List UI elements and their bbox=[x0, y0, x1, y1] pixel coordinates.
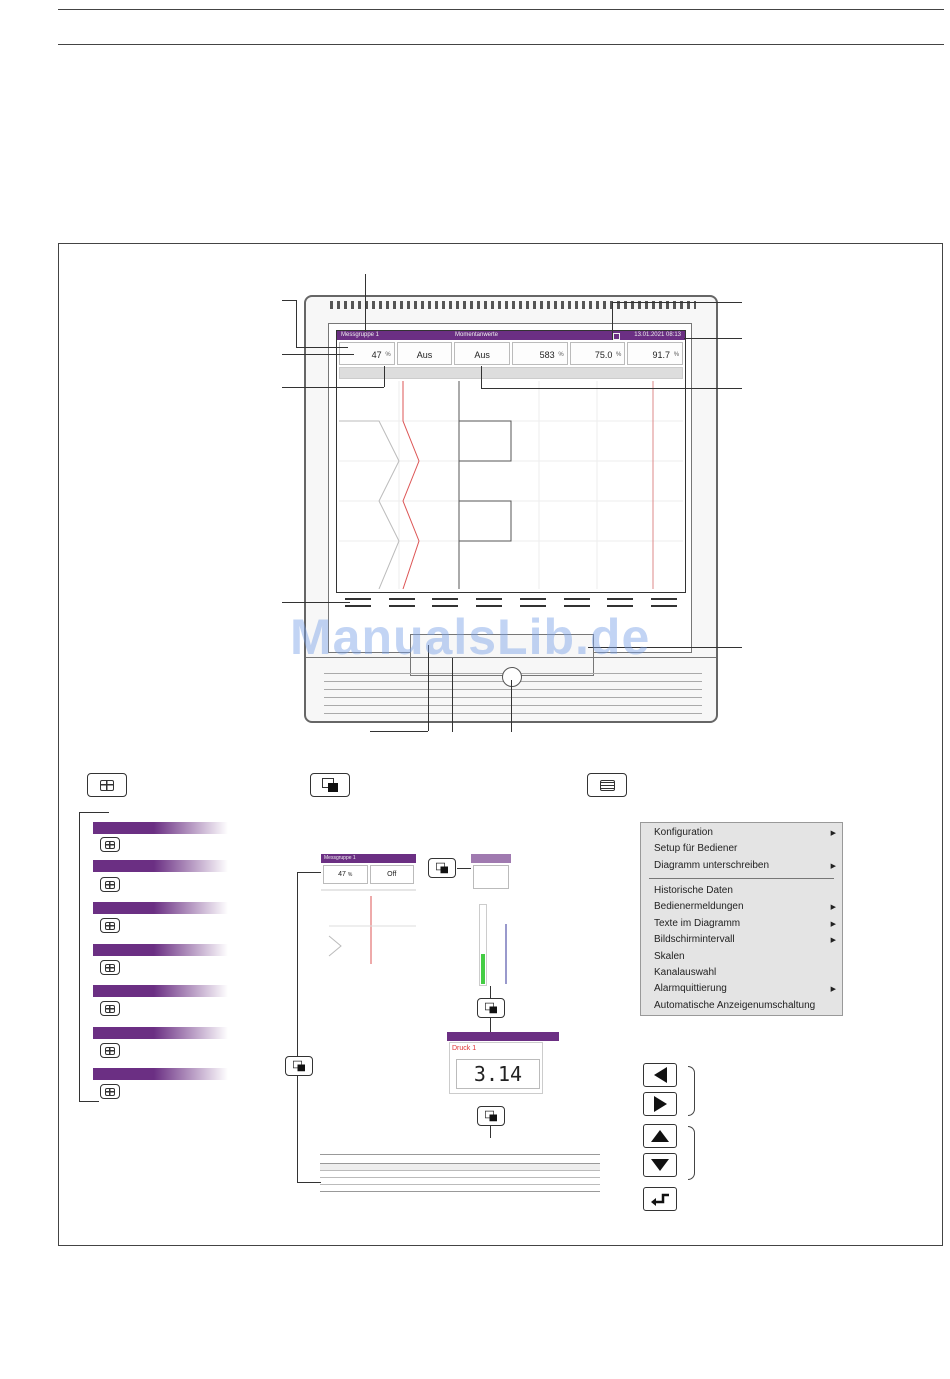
loop-line bbox=[79, 812, 80, 1101]
enter-key[interactable] bbox=[643, 1187, 677, 1211]
leader-line bbox=[684, 338, 742, 339]
cell-value: Aus bbox=[416, 350, 433, 360]
group-bar bbox=[93, 860, 228, 872]
leader-line bbox=[612, 302, 742, 303]
alarm-icon bbox=[613, 333, 620, 340]
menu-item[interactable]: Konfiguration bbox=[654, 827, 713, 838]
thumb-unit: % bbox=[347, 872, 353, 878]
leader-line bbox=[296, 300, 297, 347]
grid-icon bbox=[105, 881, 115, 889]
arrow-line bbox=[490, 986, 491, 998]
enter-icon bbox=[649, 1192, 671, 1206]
brace bbox=[688, 1126, 695, 1180]
arrow-down-icon bbox=[651, 1159, 669, 1171]
menu-item[interactable]: Historische Daten bbox=[654, 885, 733, 896]
thumb-value: 47 bbox=[338, 871, 346, 878]
digital-title: Druck 1 bbox=[452, 1045, 477, 1052]
view-key[interactable] bbox=[428, 858, 456, 878]
group-key[interactable] bbox=[100, 1084, 120, 1099]
thumb-plot bbox=[321, 886, 416, 964]
thumbnail-bargraph bbox=[471, 854, 511, 986]
cell-unit: % bbox=[616, 352, 622, 358]
leader-line bbox=[481, 366, 482, 388]
menu-key[interactable] bbox=[587, 773, 627, 797]
overlap-icon bbox=[436, 863, 448, 874]
value-cell[interactable] bbox=[627, 342, 683, 365]
softkey-enter[interactable] bbox=[651, 598, 677, 607]
cell-value: Aus bbox=[474, 350, 490, 360]
cell-value: 91.7 bbox=[652, 350, 671, 360]
loop-line bbox=[297, 872, 321, 873]
menu-item[interactable]: Bedienermeldungen bbox=[654, 901, 744, 912]
overlap-icon bbox=[293, 1061, 305, 1072]
menu-separator bbox=[649, 878, 834, 879]
value-cell[interactable] bbox=[397, 342, 453, 365]
thumb-title: Messgruppe 1 bbox=[321, 854, 416, 863]
menu-item[interactable]: Bildschirmintervall bbox=[654, 934, 735, 945]
arrow-left-icon bbox=[654, 1067, 667, 1083]
arrow-up-icon bbox=[651, 1130, 669, 1142]
loop-line bbox=[79, 1101, 99, 1102]
watermark: ManualsLib.de bbox=[290, 609, 651, 665]
group-key[interactable] bbox=[100, 837, 120, 852]
grid-icon bbox=[105, 841, 115, 849]
loop-line bbox=[79, 812, 109, 813]
softkey-right[interactable] bbox=[520, 598, 546, 607]
menu-item[interactable]: Skalen bbox=[654, 951, 685, 962]
arrow-line bbox=[490, 1126, 491, 1138]
screen-view-title: Momentanwerte bbox=[455, 332, 499, 338]
submenu-arrow-icon: ▶ bbox=[830, 937, 836, 944]
list-icon bbox=[600, 780, 615, 791]
bargraph-strip bbox=[339, 367, 683, 379]
menu-item[interactable]: Automatische Anzeigenumschaltung bbox=[654, 1000, 816, 1011]
submenu-arrow-icon: ▶ bbox=[830, 863, 836, 870]
softkey[interactable] bbox=[432, 598, 458, 607]
softkey-down[interactable] bbox=[607, 598, 633, 607]
value-cell[interactable] bbox=[512, 342, 568, 365]
leader-line bbox=[481, 388, 742, 389]
overlap-icon bbox=[485, 1003, 497, 1014]
value-cells bbox=[339, 342, 683, 365]
thumb-cell bbox=[323, 865, 368, 884]
menu-item[interactable]: Diagramm unterschreiben bbox=[654, 860, 770, 871]
group-key[interactable] bbox=[100, 1043, 120, 1058]
screen-datetime: 13.01.2021 08:13 bbox=[634, 332, 681, 338]
view-key[interactable] bbox=[310, 773, 350, 797]
loop-line bbox=[297, 872, 298, 1182]
cell-value: 75.0 bbox=[594, 350, 613, 360]
power-knob[interactable] bbox=[502, 667, 522, 687]
loop-line bbox=[297, 1182, 321, 1183]
leader-line bbox=[296, 347, 348, 348]
cell-unit: % bbox=[385, 352, 391, 358]
submenu-arrow-icon: ▶ bbox=[830, 830, 836, 837]
group-key[interactable] bbox=[87, 773, 127, 797]
leader-line bbox=[384, 366, 385, 387]
thumbnail-table bbox=[320, 1152, 600, 1204]
softkey[interactable] bbox=[389, 598, 415, 607]
up-key[interactable] bbox=[643, 1124, 677, 1148]
screen-group-title: Messgruppe 1 bbox=[341, 332, 380, 338]
overlap-icon bbox=[485, 1111, 497, 1122]
arrow-right-icon bbox=[654, 1096, 667, 1112]
view-key[interactable] bbox=[477, 1106, 505, 1126]
group-bar bbox=[93, 1068, 228, 1080]
grid-icon bbox=[105, 922, 115, 930]
menu-item[interactable]: Setup für Bediener bbox=[654, 843, 738, 854]
leader-line bbox=[365, 274, 366, 332]
submenu-arrow-icon: ▶ bbox=[830, 986, 836, 993]
submenu-arrow-icon: ▶ bbox=[830, 904, 836, 911]
arrow-line bbox=[490, 1018, 491, 1032]
header-rule-top bbox=[58, 9, 944, 10]
group-key[interactable] bbox=[100, 1001, 120, 1016]
group-key[interactable] bbox=[100, 918, 120, 933]
softkey-left[interactable] bbox=[476, 598, 502, 607]
right-key[interactable] bbox=[643, 1092, 677, 1116]
brace bbox=[688, 1066, 695, 1116]
header-rule-bottom bbox=[58, 44, 944, 45]
leader-line bbox=[282, 354, 354, 355]
leader-line bbox=[612, 302, 613, 340]
arrow-line bbox=[457, 868, 472, 869]
group-bar bbox=[93, 822, 228, 834]
grid-icon bbox=[105, 1005, 115, 1013]
leader-line bbox=[282, 300, 296, 301]
device-screen bbox=[336, 330, 686, 593]
softkey-up[interactable] bbox=[564, 598, 590, 607]
menu-item[interactable]: Alarmquittierung bbox=[654, 983, 727, 994]
leader-line bbox=[452, 658, 453, 732]
submenu-arrow-icon: ▶ bbox=[830, 921, 836, 928]
group-bar bbox=[93, 1027, 228, 1039]
cell-unit: % bbox=[558, 352, 564, 358]
thumbnail-trend bbox=[321, 854, 416, 964]
left-key[interactable] bbox=[643, 1063, 677, 1087]
digital-value: 3.14 bbox=[456, 1059, 540, 1089]
grid-icon bbox=[105, 1047, 115, 1055]
cell-unit: % bbox=[673, 352, 680, 358]
value-cell[interactable] bbox=[570, 342, 626, 365]
menu-item[interactable]: Kanalauswahl bbox=[654, 967, 717, 978]
group-bar bbox=[93, 944, 228, 956]
view-key[interactable] bbox=[477, 998, 505, 1018]
grid-icon bbox=[105, 1088, 115, 1096]
cell-value: 583 bbox=[539, 350, 555, 360]
group-key[interactable] bbox=[100, 877, 120, 892]
group-key[interactable] bbox=[100, 960, 120, 975]
value-cell[interactable] bbox=[454, 342, 510, 365]
group-bar bbox=[93, 985, 228, 997]
screen-titlebar bbox=[337, 331, 685, 340]
down-key[interactable] bbox=[643, 1153, 677, 1177]
context-menu bbox=[640, 822, 843, 1016]
thumbnail-digital bbox=[447, 1032, 559, 1100]
bar-fill bbox=[481, 954, 485, 984]
menu-item[interactable]: Texte im Diagramm bbox=[654, 918, 741, 929]
trend-plot bbox=[339, 381, 683, 589]
group-bar bbox=[93, 902, 228, 914]
cell-value: 47 bbox=[371, 350, 382, 360]
grid-icon bbox=[100, 780, 114, 791]
leader-line bbox=[511, 680, 512, 732]
leader-line bbox=[282, 602, 350, 603]
thumb-cell: Off bbox=[370, 865, 415, 884]
overlap-icon bbox=[322, 778, 338, 792]
grid-icon bbox=[105, 964, 115, 972]
view-key[interactable] bbox=[285, 1056, 313, 1076]
leader-line bbox=[282, 387, 384, 388]
leader-line bbox=[370, 731, 428, 732]
bar-readout bbox=[473, 865, 509, 889]
